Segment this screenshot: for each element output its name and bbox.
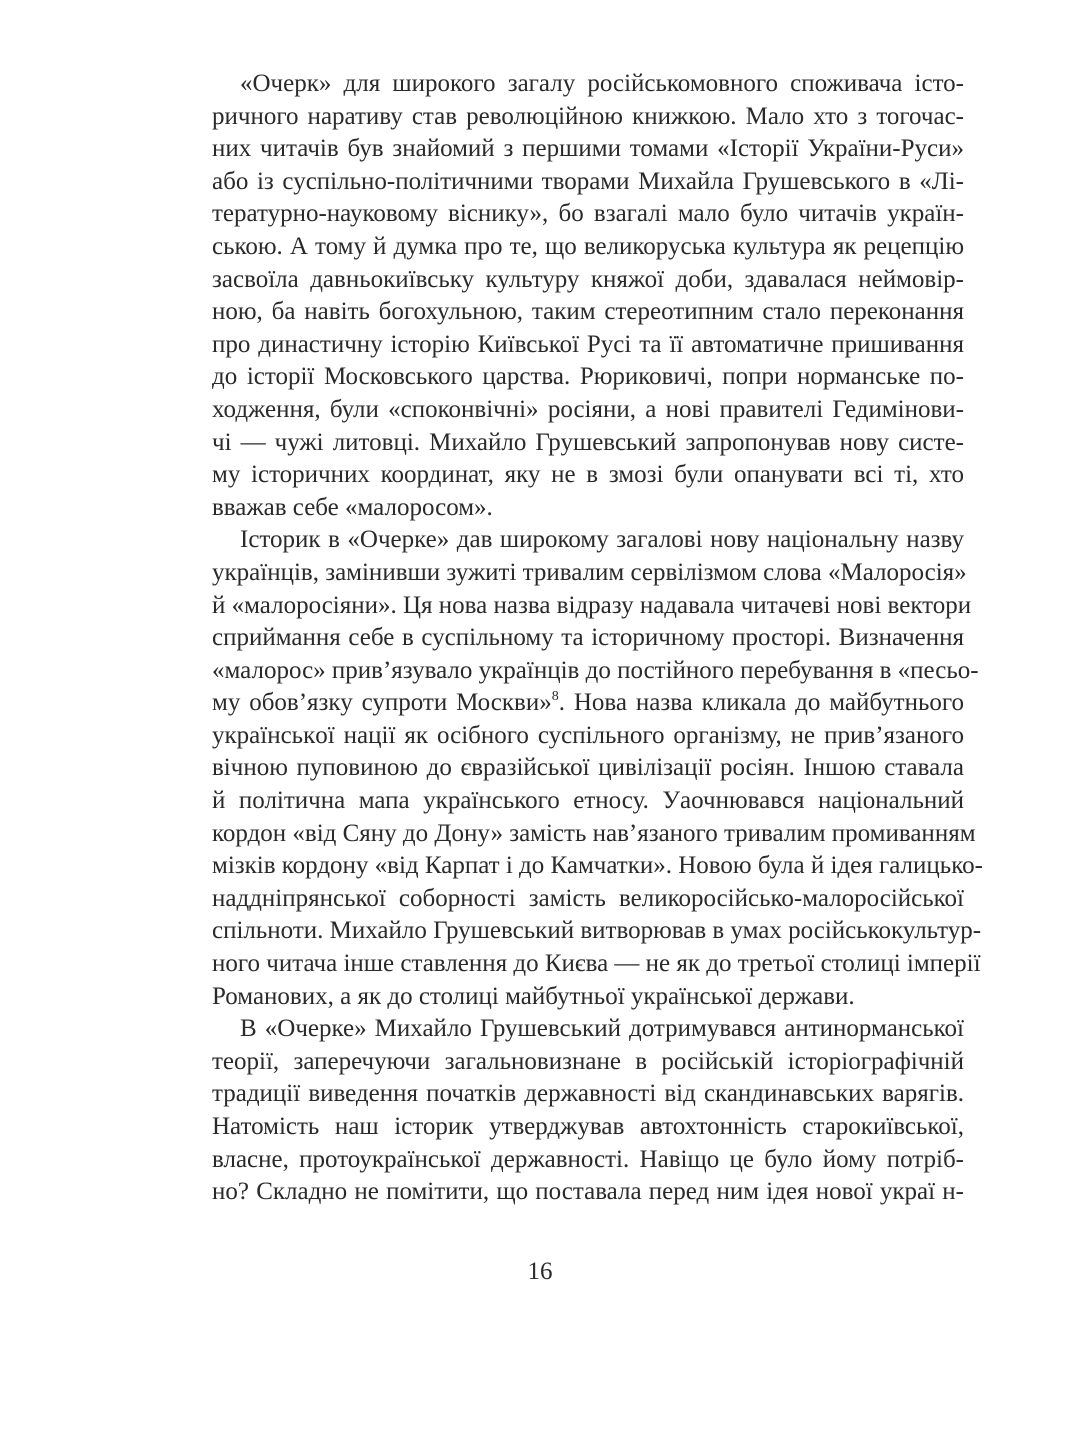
text-line: В «Очерке» Михайло Грушевський дотримувався антинорманської — [240, 1015, 964, 1043]
text-line: них читачів був знайомий з першими томами «Історії України-Руси» — [212, 135, 964, 163]
text-line: теорії, заперечуючи загальновизнане в російській історіографічній — [212, 1047, 964, 1075]
text-line: но? Складно не помітити, що поставала перед ним ідея нової украї н- — [212, 1178, 964, 1206]
text-line: українців, замінивши зужиті тривалим сервілізмом слова «Малоросія» — [212, 558, 967, 586]
text-line: й політична мапа українського етносу. Уаочнювався національний — [212, 787, 964, 815]
text-fragment: . Нова назва кликала до майбутнього — [558, 689, 964, 717]
text-line: кордон «від Сяну до Дону» замість нав’язаного тривалим промиванням — [212, 819, 976, 847]
text-line: до історії Московського царства. Рюриковичі, попри норманське по- — [212, 363, 964, 391]
text-line: мізків кордону «від Карпат і до Камчатки». Новою була й ідея галицько- — [212, 852, 983, 880]
text-line: вважав себе «малоросом». — [212, 493, 493, 521]
text-line: сприймання себе в суспільному та історичному просторі. Визначення — [212, 624, 964, 652]
text-line: ричного наративу став революційною книжкою. Мало хто з тогочас- — [212, 102, 964, 130]
footnote-marker[interactable]: 8 — [551, 689, 559, 705]
text-line: Натомість наш історик утверджував автохтонність старокиївської, — [212, 1113, 964, 1140]
text-line-with-footnote — [212, 687, 964, 720]
text-line: вічною пуповиною до євразійської цивілізації росіян. Іншою ставала — [212, 754, 964, 782]
text-line: тературно-науковому віснику», бо взагалі мало було читачів україн- — [212, 200, 964, 228]
text-line: власне, протоукраїнської державності. Навіщо це було йому потріб- — [212, 1145, 964, 1173]
text-line: ною, ба навіть богохульною, таким стереотипним стало переконання — [212, 298, 964, 326]
text-line: Історик в «Очерке» дав широкому загалові нову національну назву — [240, 526, 964, 554]
text-line: ходження, були «споконвічні» росіяни, а нові правителі Гедимінови- — [212, 395, 964, 423]
text-line: му історичних координат, яку не в змозі були опанувати всі ті, хто — [212, 461, 964, 489]
text-line: ською. А тому й думка про те, що великоруська культура як рецепцію — [212, 232, 964, 260]
text-line: ного читача інше ставлення до Києва — не як до третьої столиці імперії — [212, 950, 981, 978]
text-line: наддніпрянської соборності замість великоросійсько-малоросійської — [212, 884, 964, 912]
text-line: традиції виведення початків державності від скандинавських варягів. — [212, 1080, 964, 1108]
text-fragment: му обов’язку супроти Москви» — [212, 689, 552, 717]
body-text — [212, 68, 983, 1209]
text-line: спільноти. Михайло Грушевський витворював в умах російськокультур- — [212, 917, 982, 945]
text-line: засвоїла давньокиївську культуру княжої доби, здавалася неймовір- — [212, 265, 964, 293]
text-line: українськoї нації як осібного суспільного організму, не прив’язаного — [212, 721, 964, 749]
text-line: й «малоросіяни». Ця нова назва відразу надавала читачеві нові вектори — [212, 591, 972, 619]
page-number: 16 — [527, 1258, 553, 1285]
text-line: або із суспільно-політичними творами Михайла Грушевського в «Лі- — [212, 167, 964, 195]
text-line: чі — чужі литовці. Михайло Грушевський запропонував нову систе- — [212, 428, 964, 456]
text-line: про династичну історію Київської Русі та її автоматичне пришивання — [212, 330, 964, 358]
text-line: Романових, а як до столиці майбутньої української держави. — [212, 982, 855, 1010]
text-line: «малорос» прив’язувало українців до постійного перебування в «песьо- — [212, 656, 979, 684]
text-line: «Очерк» для широкого загалу російськомовного споживача істо- — [240, 70, 964, 97]
